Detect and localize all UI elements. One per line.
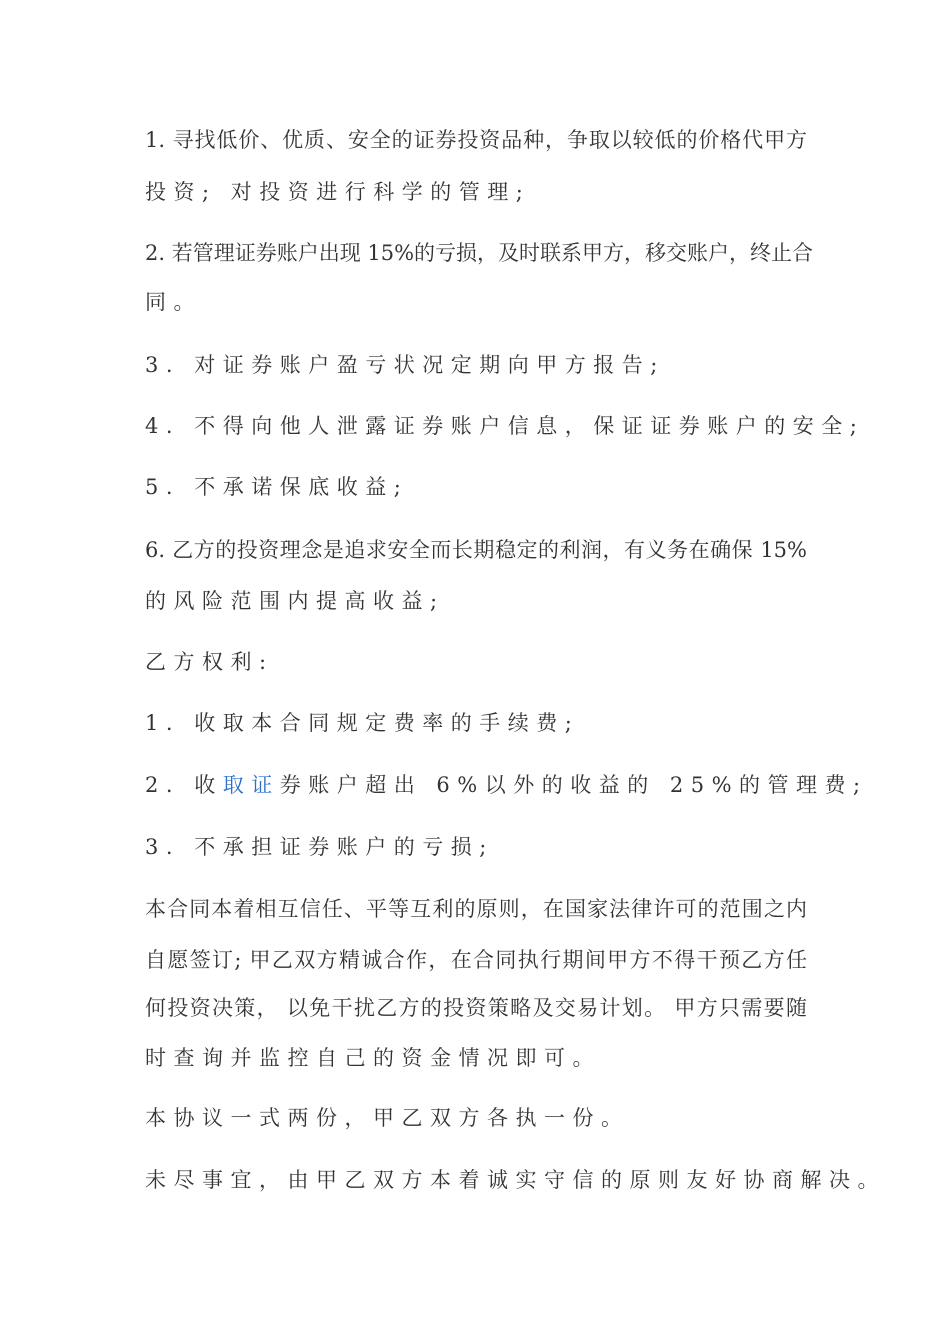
text-line: 投资; 对投资进行科学的管理; xyxy=(145,180,531,204)
fee-clause-line xyxy=(145,770,868,800)
hyperlink-text[interactable]: 取证 xyxy=(222,773,280,797)
text-line: 本协议一式两份，甲乙双方各执一份。 xyxy=(145,1106,630,1130)
text-line: 未尽事宜，由甲乙双方本着诚实守信的原则友好协商解决。 xyxy=(145,1168,886,1192)
text-line: 3. 不承担证券账户的亏损; xyxy=(145,835,494,859)
text-line: 1. 收取本合同规定费率的手续费; xyxy=(145,711,580,735)
text-line: 何投资决策， 以免干扰乙方的投资策略及交易计划。 甲方只需要随 xyxy=(145,996,807,1020)
text-line: 本合同本着相互信任、平等互利的原则，在国家法律许可的范围之内 xyxy=(145,897,807,921)
text-line: 6. 乙方的投资理念是追求安全而长期稳定的利润，有义务在确保 15% xyxy=(145,538,807,562)
text-line: 乙方权利: xyxy=(145,650,274,674)
text-line: 1. 寻找低价、优质、安全的证券投资品种，争取以较低的价格代甲方 xyxy=(145,128,807,152)
text-line: 2. 若管理证券账户出现 15%的亏损，及时联系甲方，移交账户，终止合 xyxy=(145,241,814,265)
text-segment: 券账户超出 6%以外的收益的 25%的管理费; xyxy=(279,773,868,797)
text-segment: 2. 收 xyxy=(145,773,223,797)
text-line: 4. 不得向他人泄露证券账户信息，保证证券账户的安全; xyxy=(145,414,865,438)
text-line: 同。 xyxy=(145,290,202,314)
text-line: 自愿签订; 甲乙双方精诚合作，在合同执行期间甲方不得干预乙方任 xyxy=(145,948,807,972)
text-line: 时查询并监控自己的资金情况即可。 xyxy=(145,1046,601,1070)
text-line: 的风险范围内提高收益; xyxy=(145,589,445,613)
text-line: 5. 不承诺保底收益; xyxy=(145,475,409,499)
text-line: 3. 对证券账户盈亏状况定期向甲方报告; xyxy=(145,353,665,377)
